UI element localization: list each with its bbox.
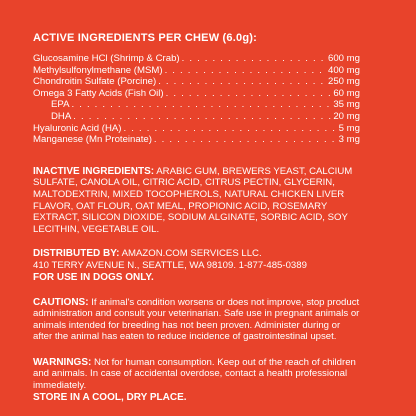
dot-leader — [182, 53, 326, 65]
ingredient-amount: 250 mg — [328, 76, 360, 88]
ingredient-amount: 600 mg — [328, 53, 360, 64]
ingredient-name: DHA — [51, 110, 72, 122]
dot-leader — [124, 123, 337, 135]
ingredient-row — [33, 65, 360, 77]
ingredient-name: Methylsulfonylmethane (MSM) — [33, 64, 163, 76]
dot-leader — [158, 76, 326, 88]
warnings-text: Not for human consumption. Keep out of the reach of children and animals. In case of accidental overdose, contact a health professional immediately. — [33, 356, 356, 392]
distributor-address: 410 TERRY AVENUE N., SEATTLE, WA 98109. 1-877-485-0389 — [33, 259, 307, 271]
ingredient-name: Omega 3 Fatty Acids (Fish Oil) — [33, 87, 164, 99]
ingredient-name: EPA — [51, 99, 70, 111]
ingredient-name: Hyaluronic Acid (HA) — [33, 122, 122, 134]
ingredient-amount: 35 mg — [333, 99, 360, 111]
inactive-ingredients-text: ARABIC GUM, BREWERS YEAST, CALCIUM SULFATE, CANOLA OIL, CITRIC ACID, CITRUS PECTIN, GLYCERIN, MALTODEXTRIN, MIXED TOCOPHEROLS, NATURAL CHICKEN LIVER FLAVOR, OAT FLOUR, OAT MEAL, PROPIONIC ACID, ROSEMARY EXTRACT, SILICON DIOXIDE, SODIUM ALGINATE, SORBIC ACID, SOY LECITHIN, VEGETABLE OIL. — [33, 165, 353, 235]
active-ingredients-heading: ACTIVE INGREDIENTS PER CHEW (6.0g): — [33, 32, 257, 44]
ingredient-amount: 3 mg — [338, 134, 360, 146]
active-ingredients-table — [33, 53, 360, 146]
dot-leader — [165, 65, 326, 77]
ingredient-name: Chondroitin Sulfate (Porcine) — [33, 76, 157, 88]
dot-leader — [71, 99, 331, 111]
dot-leader — [73, 111, 331, 123]
cautions-text: If animal's condition worsens or does not improve, stop product administration and consult your veterinarian. Safe use in pregnant animals or animals intended for breeding has not been proven. Administer during or after the animal has eaten to reduce incidence of gastrointestinal upset. — [33, 296, 360, 343]
ingredient-amount: 400 mg — [328, 64, 360, 76]
dot-leader — [166, 88, 332, 100]
warnings-label: WARNINGS: — [33, 356, 92, 368]
dot-leader — [154, 134, 337, 146]
storage-notice: STORE IN A COOL, DRY PLACE. — [33, 391, 187, 403]
ingredient-row — [33, 123, 360, 135]
warnings — [33, 357, 360, 392]
ingredient-amount: 5 mg — [338, 122, 360, 134]
distributor — [33, 248, 360, 271]
inactive-ingredients-label: INACTIVE INGREDIENTS: — [33, 165, 155, 177]
ingredient-name: Glucosamine HCl (Shrimp & Crab) — [33, 53, 180, 64]
ingredient-amount: 60 mg — [333, 87, 360, 99]
cautions-label: CAUTIONS: — [33, 296, 89, 308]
ingredient-row — [33, 53, 360, 65]
ingredient-row — [33, 88, 360, 100]
cautions — [33, 297, 360, 343]
ingredient-row — [33, 76, 360, 88]
ingredient-row — [33, 111, 360, 123]
ingredient-amount: 20 mg — [333, 110, 360, 122]
ingredient-row — [33, 134, 360, 146]
distributor-name: AMAZON.COM SERVICES LLC. — [121, 248, 262, 260]
use-in-dogs-notice: FOR USE IN DOGS ONLY. — [33, 271, 154, 283]
ingredient-row — [33, 99, 360, 111]
inactive-ingredients — [33, 166, 360, 236]
ingredient-name: Manganese (Mn Proteinate) — [33, 134, 152, 146]
distributor-label: DISTRIBUTED BY: — [33, 248, 120, 260]
